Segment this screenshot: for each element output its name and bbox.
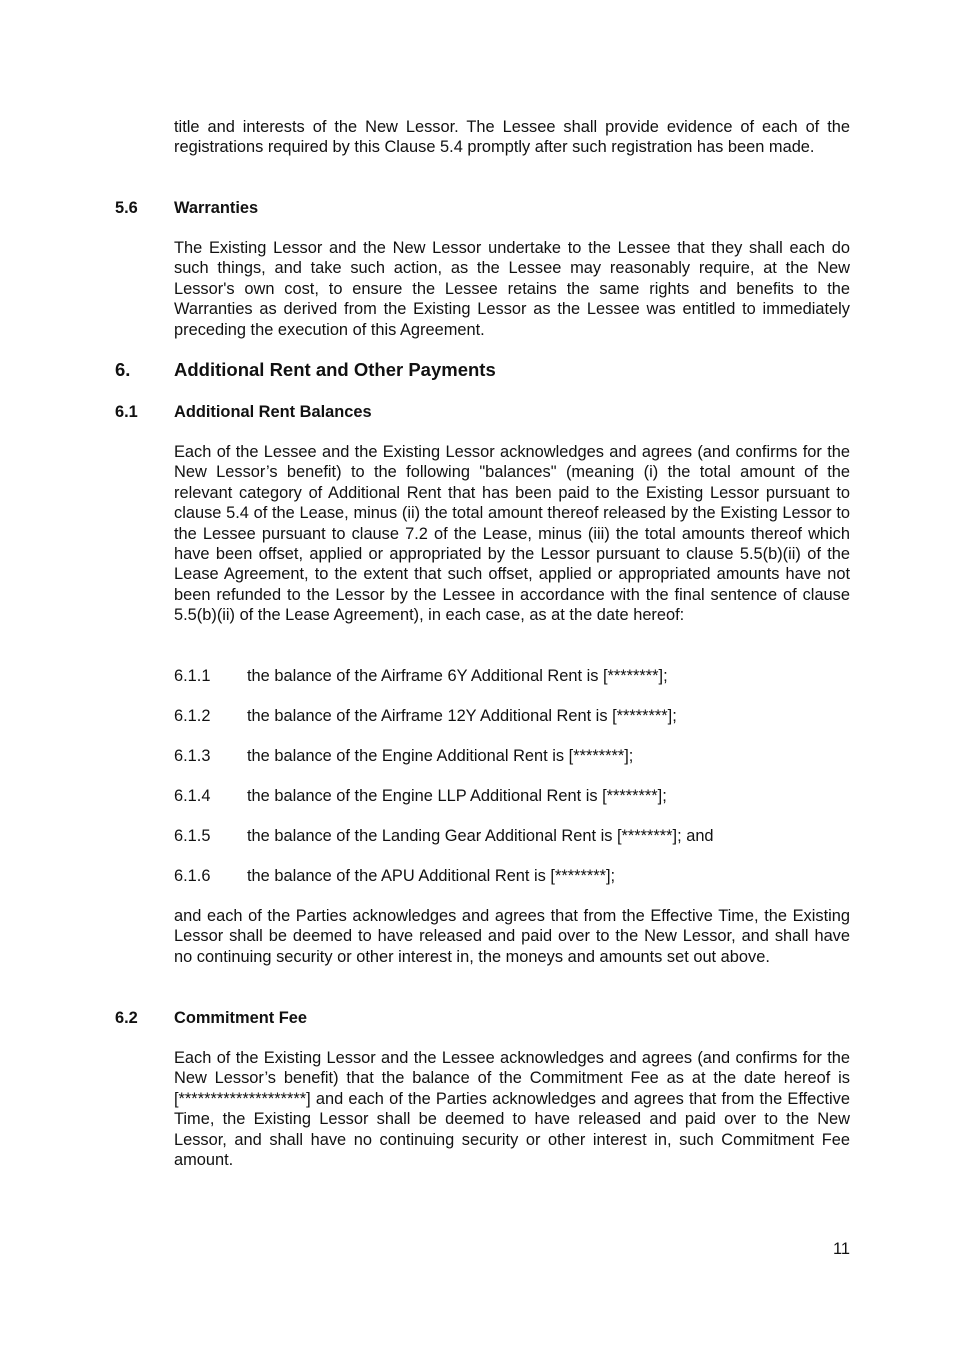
list-item-text: the balance of the Airframe 6Y Additional Rent is [********]; (247, 667, 668, 685)
section-6-number: 6. (115, 359, 131, 380)
list-item-number: 6.1.6 (174, 867, 211, 885)
list-item-text: the balance of the Landing Gear Additional Rent is [********]; and (247, 827, 714, 845)
section-5-6-number: 5.6 (115, 199, 138, 217)
list-item-number: 6.1.2 (174, 707, 211, 725)
section-6-1-title: Additional Rent Balances (174, 403, 372, 421)
section-6-2-number: 6.2 (115, 1009, 138, 1027)
list-item-number: 6.1.4 (174, 787, 211, 805)
continuation-paragraph: title and interests of the New Lessor. The Lessee shall provide evidence of each of the registrations required by this Clause 5.4 promptly after such registration has been made. (174, 118, 850, 157)
list-item-text: the balance of the Engine Additional Rent is [********]; (247, 747, 634, 765)
list-item-text: the balance of the Airframe 12Y Additional Rent is [********]; (247, 707, 677, 725)
section-6-2-body: Each of the Existing Lessor and the Lessee acknowledges and agrees (and confirms for the New Lessor’s benefit) that the balance of the Commitment Fee as at the date hereof is [********************] and each of the Parties acknowledges and agrees that from the Effective Time, the Existing Lessor shall be deemed to have released and paid over to the New Lessor, and shall have no continuing security or other interest in, such Commitment Fee amount. (174, 1049, 850, 1170)
list-item-number: 6.1.5 (174, 827, 211, 845)
section-6-2-title: Commitment Fee (174, 1009, 307, 1027)
section-5-6-title: Warranties (174, 199, 259, 217)
page-number: 11 (832, 1240, 850, 1258)
section-6-1-closing: and each of the Parties acknowledges and agrees that from the Effective Time, the Existing Lessor shall be deemed to have released and paid over to the New Lessor, and shall have no continuing security or other interest in, the moneys and amounts set out above. (174, 907, 850, 966)
section-6-title: Additional Rent and Other Payments (174, 359, 496, 380)
section-6-1-body: Each of the Lessee and the Existing Lessor acknowledges and agrees (and confirms for the New Lessor’s benefit) to the following "balances" (meaning (i) the total amount of the relevant category of Additional Rent that has been paid to the Existing Lessor pursuant to clause 5.4 of the Lease, minus (ii) the total amount thereof released by the Existing Lessor to the Lessee pursuant to clause 7.2 of the Lease, minus (iii) the total amounts thereof which have been offset, applied or appropriated by the Lessor pursuant to clause 5.5(b)(ii) of the Lease Agreement, to the extent that such offset, applied or appropriated amounts have not been refunded to the Lessor by the Lessee in accordance with the final sentence of clause 5.5(b)(ii) of the Lease Agreement), in each case, as at the date hereof: (174, 443, 850, 625)
section-6-1-number: 6.1 (115, 403, 138, 421)
list-item-text: the balance of the Engine LLP Additional Rent is [********]; (247, 787, 667, 805)
list-item-number: 6.1.3 (174, 747, 211, 765)
list-item-text: the balance of the APU Additional Rent is [********]; (247, 867, 616, 885)
list-item-number: 6.1.1 (174, 667, 211, 685)
section-5-6-body: The Existing Lessor and the New Lessor undertake to the Lessee that they shall each do such things, and take such action, as the Lessee may reasonably require, at the New Lessor's own cost, to ensure the Lessee retains the same rights and benefits to the Warranties as derived from the Existing Lessor as the Lessee was entitled to immediately preceding the execution of this Agreement. (174, 239, 850, 339)
